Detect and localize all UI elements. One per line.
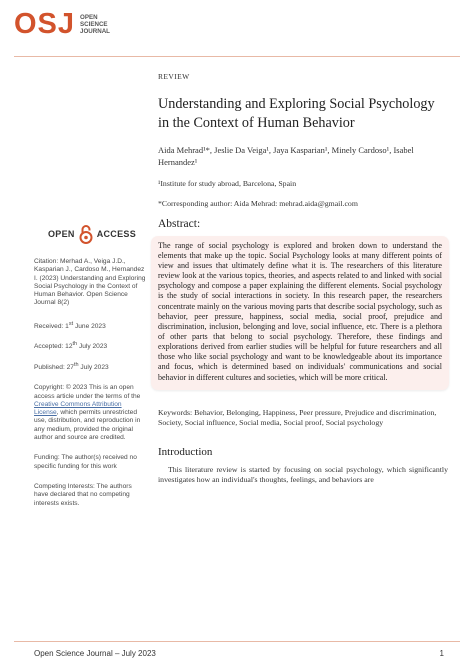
received-day: 1 bbox=[65, 322, 69, 330]
footer-divider bbox=[14, 641, 460, 642]
logo-mark: OSJ bbox=[14, 8, 76, 40]
corresponding-author: *Corresponding author: Aida Mehrad: mehrad.aida@gmail.com bbox=[158, 198, 358, 208]
published-day-suffix: th bbox=[73, 361, 79, 368]
competing-interests: Competing Interests: The authors have declared that no competing interests exists. bbox=[34, 482, 132, 507]
keywords: Keywords: Behavior, Belonging, Happiness, Peer pressure, Prejudice and discrimination, Society, Social influence, Social media, Social proof, Social psychology bbox=[158, 407, 437, 428]
journal-header bbox=[0, 0, 474, 62]
accepted-month-year: July 2023 bbox=[78, 343, 108, 351]
article-main bbox=[158, 72, 448, 485]
logo-line-journal: JOURNAL bbox=[80, 28, 110, 35]
received-label: Received: bbox=[34, 322, 64, 330]
received-date bbox=[34, 320, 146, 331]
funding-statement: Funding: The author(s) received no specific funding for this work bbox=[34, 454, 137, 470]
header-divider bbox=[14, 56, 460, 57]
abstract-text: The range of social psychology is explored and broken down to understand the elements that make up the topic. Social Psychology looks at many different points of view and issues that ultimately define what it is. The researchers of this literature review look at the various topics, theories, and aspects related to and linked with social psychology and compose a paper explaining the different elements. Social psychology is the study of social interactions in society. In this research paper, the researchers concentrate mainly on the various moving parts that describe social psychology, such as behavior, peer pressure, happiness, social media, social proof, prejudice and discrimination, inclusion, belonging and love, social influence, etc. There is a plethora of other parts that belong to social psychology. Therefore, these findings and explorations derived from earlier studies will be helpful for future researchers and all those who like social psychology and want to be knowledgeable about its importance and focus, which is determined based on individuals' communications and social behavior in different cultures and societies, which will be more critical. bbox=[158, 240, 442, 382]
citation: Citation: Merhad A., Veiga J.D., Kasparian J., Cardoso M., Hernandez I. (2023) Understanding and Exploring Social Psychology in the Context of Human Behavior. Open Science Journal 8(2) bbox=[34, 258, 146, 307]
page-number: 1 bbox=[439, 649, 444, 658]
article-sidebar bbox=[34, 224, 146, 517]
article-type: REVIEW bbox=[158, 72, 190, 81]
copyright-text-end: , which permits unrestricted use, distribution, and reproduction in any medium, provided the original author and source are credited. bbox=[34, 409, 141, 442]
published-month-year: July 2023 bbox=[80, 363, 109, 371]
license-link[interactable]: Creative Commons Attribution License bbox=[34, 400, 122, 417]
published-label: Published: bbox=[34, 363, 65, 371]
open-access-label-open: OPEN bbox=[47, 228, 75, 239]
logo-line-open: OPEN bbox=[80, 14, 98, 21]
page-footer bbox=[0, 641, 474, 671]
open-access-lock-icon bbox=[79, 224, 93, 244]
journal-logo[interactable] bbox=[14, 10, 110, 39]
article-title: Understanding and Exploring Social Psychology in the Context of Human Behavior bbox=[158, 96, 435, 131]
open-access-label-access: ACCESS bbox=[96, 228, 137, 239]
author-list: Aida Mehrad¹*, Jeslie Da Veiga¹, Jaya Kasparian¹, Minely Cardoso¹, Isabel Hernandez¹ bbox=[158, 145, 414, 167]
abstract-heading: Abstract: bbox=[158, 217, 201, 230]
logo-wordmark bbox=[80, 14, 110, 35]
footer-journal: Open Science Journal – July 2023 bbox=[34, 649, 156, 658]
published-day: 27 bbox=[66, 363, 74, 371]
accepted-label: Accepted: bbox=[34, 343, 64, 351]
copyright-text: Copyright: © 2023 This is an open access article under the terms of the bbox=[34, 384, 141, 400]
accepted-day: 12 bbox=[65, 343, 73, 351]
introduction-heading: Introduction bbox=[158, 445, 213, 458]
open-access-badge bbox=[38, 224, 146, 244]
institution: ¹Institute for study abroad, Barcelona, Spain bbox=[158, 178, 297, 188]
copyright-notice bbox=[34, 384, 146, 442]
introduction-text: This literature review is started by focusing on social psychology, which significantly investigates how an individual's thoughts, feelings, and behaviors are bbox=[158, 464, 448, 485]
abstract-box bbox=[151, 236, 449, 390]
accepted-day-suffix: th bbox=[72, 341, 78, 348]
received-day-suffix: st bbox=[68, 320, 74, 327]
published-date bbox=[34, 361, 146, 372]
accepted-date bbox=[34, 340, 146, 351]
received-month-year: June 2023 bbox=[74, 322, 106, 330]
logo-line-science: SCIENCE bbox=[80, 21, 108, 28]
